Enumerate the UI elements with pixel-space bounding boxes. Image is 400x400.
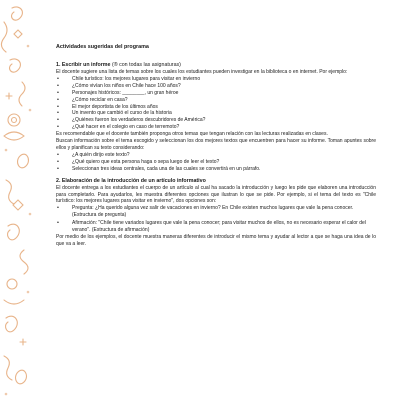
list-item: • Afirmación: "Chile tiene variados lugares que vale la pena conocer; para visitar muchos de ellos, no es necesario esperar el calor del verano". (Estructura de afirmación) xyxy=(56,220,376,234)
section-1-heading xyxy=(56,62,376,69)
decorative-margin-doodles xyxy=(0,0,42,400)
list-item: • Seleccionan tres ideas centrales, cada una de las cuales se convertirá en un párrafo. xyxy=(56,166,376,173)
section-1-note: (® con todas las asignaturas) xyxy=(111,62,181,68)
introduction-options-list xyxy=(56,205,376,233)
list-item: • Chile turístico: los mejores lugares para visitar en invierno xyxy=(56,76,376,83)
section-1-paragraph-2: Es recomendable que el docente también proponga otros temas que tengan relación con las lecturas realizadas en clases. xyxy=(56,131,328,138)
document-body xyxy=(56,44,376,248)
list-item: • ¿Qué quiero que esta persona haga o sepa luego de leer el texto? xyxy=(56,159,376,166)
section-1-paragraph-3: Buscan información sobre el tema escogido y seleccionan los dos mejores textos que encuentren para hacer su informe. Toman apuntes sobre ellos y planifican su texto considerando: xyxy=(56,138,376,151)
topic-list xyxy=(56,76,376,131)
list-item: • ¿Cómo vivían los niños en Chile hace 100 años? xyxy=(56,83,376,90)
list-item: • ¿Cómo reciclar en casa? xyxy=(56,97,376,104)
list-item: • ¿Qué hacer en el colegio en caso de terremoto? xyxy=(56,124,376,131)
section-1-title: 1. Escribir un informe xyxy=(56,62,111,68)
list-item: • Personajes históricos: ________, un gran héroe xyxy=(56,90,376,97)
list-item: • ¿Quiénes fueron los verdaderos descubridores de América? xyxy=(56,117,376,124)
section-2-intro: El docente entrega a los estudiantes el cuerpo de un artículo al cual ha sacado la introducción y luego les pide que elaboren una introducción para completarlo. Para ayudarlos, les muestra diferentes opciones que ilustran lo que se pide. Por ejemplo, si el tema del texto es "Chile turístico: los mejores lugares para visitar en invierno", dos opciones son: xyxy=(56,184,376,205)
page-title: Actividades sugeridas del programa xyxy=(56,44,149,50)
section-2-heading: 2. Elaboración de la introducción de un artículo informativo xyxy=(56,177,206,184)
list-item: • ¿A quién dirijo este texto? xyxy=(56,152,376,159)
planning-questions-list xyxy=(56,152,376,173)
section-1-intro: El docente sugiere una lista de temas sobre los cuales los estudiantes pueden investigar en la biblioteca o en internet. Por ejemplo: xyxy=(56,69,348,75)
section-2-closing: Por medio de los ejemplos, el docente muestra maneras diferentes de introducir el mismo tema y ayudar al lector a que se haga una idea de lo que va a leer. xyxy=(56,233,376,247)
list-item: • Un invento que cambió el curso de la historia xyxy=(56,110,376,117)
list-item: • Pregunta: ¿Ha querido alguna vez salir de vacaciones en invierno? En Chile existen muchos lugares que vale la pena conocer. (Estructura de pregunta) xyxy=(56,205,376,219)
list-item: • El mejor deportista de los últimos años xyxy=(56,104,376,111)
